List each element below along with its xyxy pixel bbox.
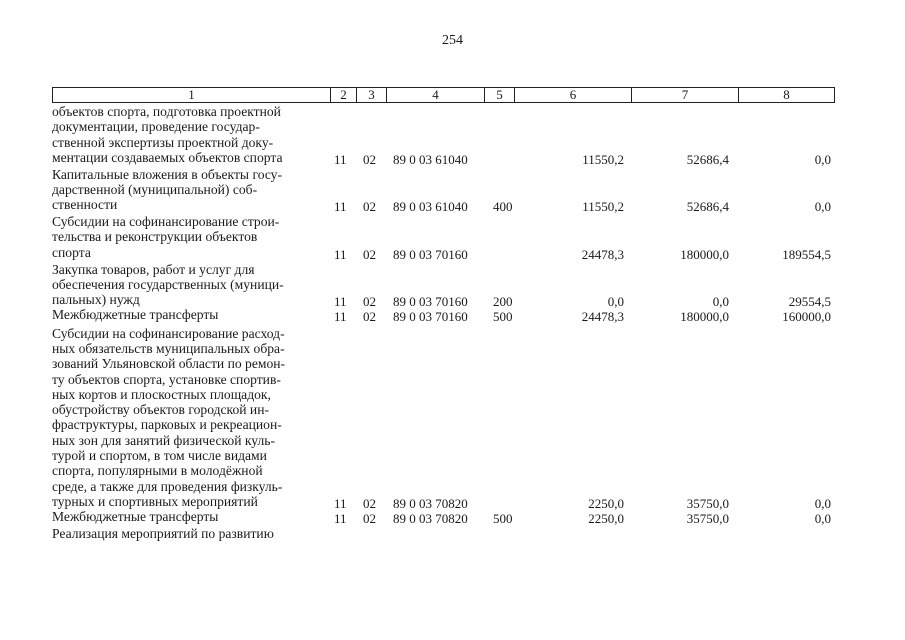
- description-line: обеспечения государственных (муници-: [52, 276, 284, 292]
- cell-c5: 500: [493, 309, 513, 325]
- description-line: ственной экспертизы проектной доку-: [52, 134, 274, 150]
- description-line: спорта: [52, 244, 91, 260]
- description-line: среде, а также для проведения физкуль-: [52, 478, 283, 494]
- cell-c4: 89 0 03 61040: [393, 199, 468, 215]
- cell-c4: 89 0 03 70820: [393, 496, 468, 511]
- description-line: дарственной (муниципальной) соб-: [52, 181, 258, 197]
- description-line: спорта, популярными в молодёжной: [52, 463, 263, 479]
- cell-c2: 02: [363, 294, 376, 310]
- description-line: объектов спорта, подготовка проектной: [52, 104, 281, 119]
- cell-c5: 500: [493, 511, 513, 527]
- cell-c6: 11550,2: [582, 199, 624, 215]
- cell-c7: 0,0: [712, 294, 729, 310]
- cell-c8: 0,0: [814, 199, 831, 215]
- row-description: [52, 104, 320, 165]
- cell-c2: 02: [363, 246, 376, 262]
- description-line: Закупка товаров, работ и услуг для: [52, 261, 255, 277]
- row-description: [52, 307, 320, 322]
- description-line: турой и спортом, в том числе видами: [52, 448, 267, 464]
- cell-c6: 2250,0: [588, 511, 624, 527]
- description-line: Межбюджетные трансферты: [52, 509, 219, 525]
- cell-c8: 29554,5: [788, 294, 831, 310]
- description-line: пальных) нужд: [52, 292, 140, 308]
- description-line: фраструктуры, парковых и рекреацион-: [52, 417, 282, 433]
- cell-c6: 24478,3: [581, 246, 624, 262]
- cell-c4: 89 0 03 70160: [393, 294, 468, 310]
- description-line: документации, проведение государ-: [52, 119, 260, 135]
- cell-c4: 89 0 03 61040: [393, 151, 468, 167]
- cell-c4: 89 0 03 70160: [393, 309, 468, 325]
- cell-c1: 11: [334, 309, 347, 325]
- header-col-5: 5: [484, 88, 514, 102]
- cell-c8: 0,0: [814, 511, 831, 527]
- description-line: Субсидии на софинансирование строи-: [52, 214, 280, 230]
- cell-c7: 35750,0: [686, 511, 729, 527]
- row-description: [52, 262, 320, 308]
- description-line: зований Ульяновской области по ремон-: [52, 356, 286, 372]
- cell-c6: 2250,0: [588, 496, 624, 511]
- description-line: ту объектов спорта, установке спортив-: [52, 371, 281, 387]
- cell-c8: 0,0: [814, 496, 831, 511]
- page-number: 254: [442, 33, 463, 48]
- row-description: [52, 167, 320, 213]
- description-line: Реализация мероприятий по развитию: [52, 525, 274, 541]
- cell-c2: 02: [363, 199, 376, 215]
- header-col-8: 8: [738, 88, 834, 102]
- cell-c7: 35750,0: [686, 496, 729, 511]
- cell-c6: 0,0: [607, 294, 624, 310]
- cell-c1: 11: [334, 511, 347, 527]
- cell-c2: 02: [363, 309, 376, 325]
- header-col-1: 1: [188, 87, 195, 102]
- cell-c6: 24478,3: [581, 309, 624, 325]
- cell-c2: 02: [363, 511, 376, 527]
- header-col-6: 6: [514, 88, 631, 102]
- description-line: ственности: [52, 197, 118, 213]
- cell-c2: 02: [363, 496, 376, 511]
- header-col-7: 7: [631, 88, 738, 102]
- cell-c5: 200: [493, 294, 513, 310]
- cell-c6: 11550,2: [582, 151, 624, 167]
- cell-c8: 0,0: [814, 151, 831, 167]
- row-description: [52, 509, 320, 524]
- row-description: [52, 526, 320, 541]
- description-line: турных и спортивных мероприятий: [52, 493, 258, 509]
- cell-c5: 400: [493, 199, 513, 215]
- cell-c1: 11: [334, 246, 347, 262]
- cell-c7: 52686,4: [686, 199, 729, 215]
- description-line: обустройству объектов городской ин-: [52, 402, 270, 418]
- cell-c1: 11: [334, 496, 347, 511]
- description-line: ных зон для занятий физической куль-: [52, 432, 276, 448]
- cell-c1: 11: [334, 199, 347, 215]
- description-line: тельства и реконструкции объектов: [52, 229, 258, 245]
- cell-c4: 89 0 03 70160: [393, 246, 468, 262]
- row-description: [52, 214, 320, 260]
- cell-c8: 189554,5: [782, 246, 831, 262]
- row-description: [52, 326, 320, 510]
- cell-c7: 52686,4: [686, 151, 729, 167]
- table-header: [52, 87, 835, 103]
- cell-c2: 02: [363, 151, 376, 167]
- header-col-4: 4: [386, 88, 484, 102]
- cell-c4: 89 0 03 70820: [393, 511, 468, 527]
- description-line: Межбюджетные трансферты: [52, 307, 219, 323]
- description-line: Капитальные вложения в объекты госу-: [52, 166, 283, 182]
- cell-c8: 160000,0: [782, 309, 831, 325]
- cell-c7: 180000,0: [680, 246, 729, 262]
- description-line: ных кортов и плоскостных площадок,: [52, 386, 271, 402]
- cell-c1: 11: [334, 294, 347, 310]
- header-col-3: 3: [356, 88, 386, 102]
- description-line: ментации создаваемых объектов спорта: [52, 149, 283, 165]
- description-line: Субсидии на софинансирование расход-: [52, 325, 285, 341]
- header-col-2: 2: [330, 88, 356, 102]
- cell-c1: 11: [334, 151, 347, 167]
- description-line: ных обязательств муниципальных обра-: [52, 340, 285, 356]
- cell-c7: 180000,0: [680, 309, 729, 325]
